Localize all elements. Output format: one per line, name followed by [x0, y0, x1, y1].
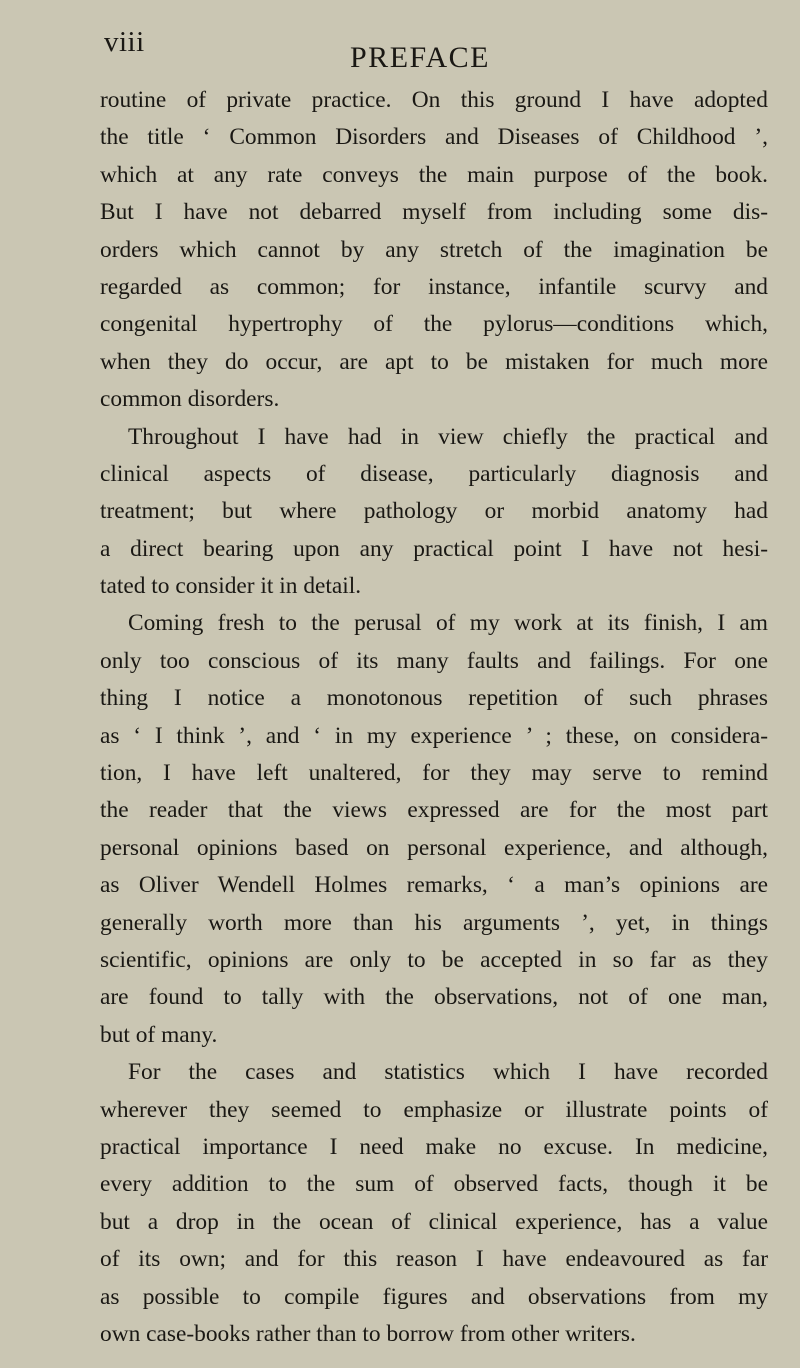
text-line: treatment; but where pathology or morbid anatomy had	[100, 498, 768, 525]
text-line: Coming fresh to the perusal of my work at its finish, I am	[128, 610, 768, 637]
text-line: tion, I have left unaltered, for they may serve to remind	[100, 760, 768, 787]
text-line: routine of private practice. On this ground I have adopted	[100, 87, 768, 113]
text-line: but of many.	[100, 1021, 218, 1048]
text-line: regarded as common; for instance, infantile scurvy and	[100, 273, 768, 300]
text-line: as Oliver Wendell Holmes remarks, ‘ a man’s opinions are	[100, 872, 768, 899]
text-line: but a drop in the ocean of clinical experience, has a value	[100, 1208, 768, 1235]
text-line: of its own; and for this reason I have endeavoured as far	[100, 1246, 768, 1273]
text-line: wherever they seemed to emphasize or illustrate points of	[100, 1096, 768, 1123]
paragraph	[100, 82, 768, 419]
body-text	[100, 82, 768, 1362]
paragraph	[100, 605, 768, 1054]
text-line: as ‘ I think ’, and ‘ in my experience ’ ; these, on considera-	[100, 722, 768, 749]
text-line: personal opinions based on personal experience, and although,	[100, 834, 768, 861]
text-line: clinical aspects of disease, particularly diagnosis and	[100, 460, 768, 487]
text-line: when they do occur, are apt to be mistaken for much more	[100, 348, 768, 375]
running-head: PREFACE	[350, 41, 490, 74]
text-line: which at any rate conveys the main purpose of the book.	[100, 161, 768, 188]
text-line: as possible to compile figures and observations from my	[100, 1283, 768, 1310]
text-line: orders which cannot by any stretch of the imagination be	[100, 236, 768, 263]
text-line: the title ‘ Common Disorders and Diseases of Childhood ’,	[100, 124, 768, 151]
text-line: a direct bearing upon any practical point I have not hesi-	[100, 535, 768, 562]
text-line: generally worth more than his arguments ’, yet, in things	[100, 909, 768, 936]
text-line: But I have not debarred myself from including some dis-	[100, 199, 768, 226]
text-line: are found to tally with the observations, not of one man,	[100, 984, 768, 1011]
text-line: congenital hypertrophy of the pylorus—conditions which,	[100, 311, 768, 338]
text-line: scientific, opinions are only to be accepted in so far as they	[100, 946, 768, 973]
text-line: thing I notice a monotonous repetition of such phrases	[100, 685, 768, 712]
paragraph	[100, 1054, 768, 1353]
page-number: viii	[104, 26, 145, 58]
text-line: Throughout I have had in view chiefly the practical and	[128, 423, 768, 450]
paragraph	[100, 419, 768, 606]
text-line: common disorders.	[100, 386, 280, 413]
text-line: every addition to the sum of observed facts, though it be	[100, 1171, 768, 1198]
text-line: For the cases and statistics which I have recorded	[128, 1059, 768, 1086]
text-line: own case-books rather than to borrow from other writers.	[100, 1320, 636, 1347]
text-line: tated to consider it in detail.	[100, 573, 362, 600]
text-line: only too conscious of its many faults and failings. For one	[100, 647, 768, 674]
text-line: practical importance I need make no excuse. In medicine,	[100, 1133, 768, 1160]
text-line: the reader that the views expressed are for the most part	[100, 797, 768, 824]
